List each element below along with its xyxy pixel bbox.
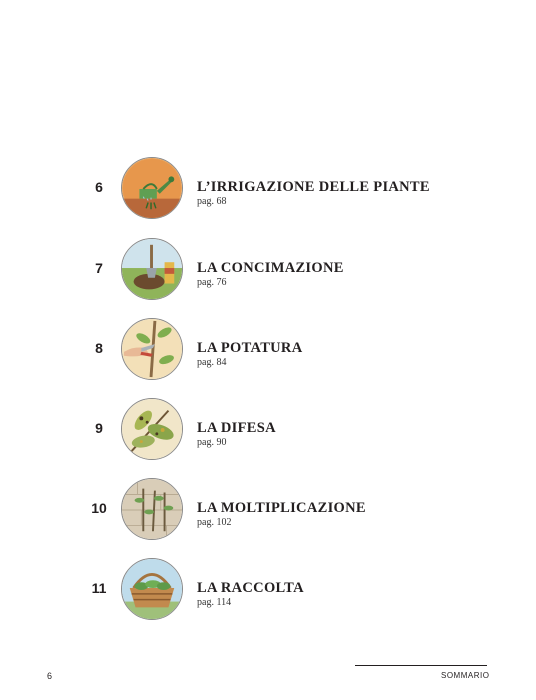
toc-entry[interactable] bbox=[0, 318, 536, 382]
chapter-number: 11 bbox=[91, 580, 107, 596]
chapter-title: LA POTATURA bbox=[197, 340, 303, 356]
chapter-number: 7 bbox=[95, 260, 103, 276]
chapter-page: pag. 114 bbox=[197, 597, 232, 608]
chapter-page: pag. 84 bbox=[197, 357, 227, 368]
chapter-page: pag. 76 bbox=[197, 277, 227, 288]
chapter-number: 10 bbox=[91, 500, 107, 516]
chapter-title: LA DIFESA bbox=[197, 420, 276, 436]
chapter-page: pag. 90 bbox=[197, 437, 227, 448]
chapter-page: pag. 68 bbox=[197, 196, 227, 207]
footer-page-number: 6 bbox=[47, 671, 53, 681]
chapter-page: pag. 102 bbox=[197, 517, 232, 528]
toc-entry[interactable] bbox=[0, 157, 536, 221]
footer-section-label: SOMMARIO bbox=[441, 671, 490, 680]
chapter-title: L’IRRIGAZIONE DELLE PIANTE bbox=[197, 179, 430, 195]
chapter-title: LA RACCOLTA bbox=[197, 580, 304, 596]
chapter-title: LA MOLTIPLICAZIONE bbox=[197, 500, 366, 516]
watering-can-icon bbox=[121, 157, 183, 219]
fertilizer-shovel-icon bbox=[121, 238, 183, 300]
toc-entry[interactable] bbox=[0, 558, 536, 622]
chapter-title: LA CONCIMAZIONE bbox=[197, 260, 344, 276]
toc-entry[interactable] bbox=[0, 398, 536, 462]
chapter-number: 9 bbox=[95, 420, 103, 436]
pruning-shears-icon bbox=[121, 318, 183, 380]
chapter-number: 6 bbox=[95, 179, 103, 195]
toc-entry[interactable] bbox=[0, 238, 536, 302]
toc-entry[interactable] bbox=[0, 478, 536, 542]
cuttings-icon bbox=[121, 478, 183, 540]
chapter-number: 8 bbox=[95, 340, 103, 356]
diseased-leaves-icon bbox=[121, 398, 183, 460]
footer-divider bbox=[355, 665, 487, 666]
harvest-basket-icon bbox=[121, 558, 183, 620]
